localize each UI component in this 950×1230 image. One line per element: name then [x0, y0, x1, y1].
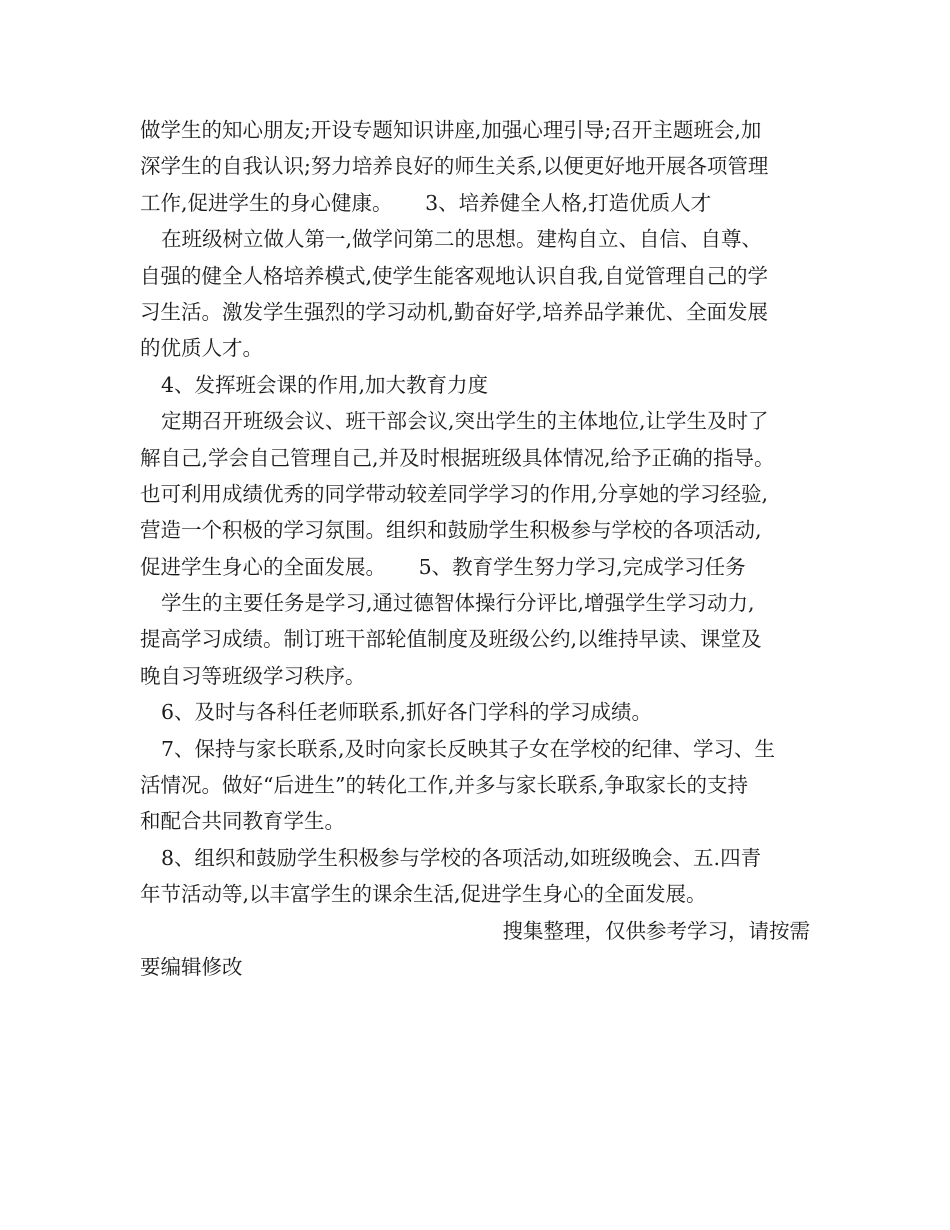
section-heading: 8、组织和鼓励学生积极参与学校的各项活动,如班级晚会、五.四青 [161, 845, 762, 870]
text-line: 也可利用成绩优秀的同学带动较差同学学习的作用,分享她的学习经验, [140, 481, 769, 506]
text-line: 促进学生身心的全面发展。 5、教育学生努力学习,完成学习任务 [140, 554, 746, 579]
section-heading: 6、及时与各科任老师联系,抓好各门学科的学习成绩。 [161, 700, 653, 725]
text-line: 和配合共同教育学生。 [140, 809, 345, 834]
text-line: 自强的健全人格培养模式,使学生能客观地认识自我,自觉管理自己的学 [140, 263, 769, 288]
text-line: 在班级树立做人第一,做学问第二的思想。建构自立、自信、自尊、 [161, 227, 763, 252]
text-line: 年节活动等,以丰富学生的课余生活,促进学生身心的全面发展。 [140, 882, 707, 907]
text-line: 提高学习成绩。制订班干部轮值制度及班级公约,以维持早读、课堂及 [140, 627, 762, 652]
section-heading: 7、保持与家长联系,及时向家长反映其子女在学校的纪律、学习、生 [161, 736, 776, 761]
footer-note: 搜集整理，仅供参考学习，请按需 [502, 918, 810, 943]
text-line: 学生的主要任务是学习,通过德智体操行分评比,增强学生学习动力, [161, 591, 755, 616]
text-line: 营造一个积极的学习氛围。组织和鼓励学生积极参与学校的各项活动, [140, 518, 762, 543]
document-body [140, 112, 820, 985]
text-line: 的优质人才。 [140, 336, 263, 361]
text-line: 定期召开班级会议、班干部会议,突出学生的主体地位,让学生及时了 [161, 409, 769, 434]
text-line: 深学生的自我认识;努力培养良好的师生关系,以便更好地开展各项管理 [140, 154, 769, 179]
text-line: 活情况。做好“后进生”的转化工作,并多与家长联系,争取家长的支持 [140, 773, 748, 798]
footer-note: 要编辑修改 [140, 954, 243, 979]
section-heading: 4、发挥班会课的作用,加大教育力度 [161, 372, 489, 397]
text-line: 解自己,学会自己管理自己,并及时根据班级具体情况,给予正确的指导。 [140, 445, 775, 470]
text-line: 工作,促进学生的身心健康。 3、培养健全人格,打造优质人才 [140, 190, 712, 215]
text-line: 晚自习等班级学习秩序。 [140, 663, 366, 688]
text-line: 做学生的知心朋友;开设专题知识讲座,加强心理引导;召开主题班会,加 [140, 118, 762, 142]
text-line: 习生活。激发学生强烈的学习动机,勤奋好学,培养品学兼优、全面发展 [140, 299, 769, 324]
